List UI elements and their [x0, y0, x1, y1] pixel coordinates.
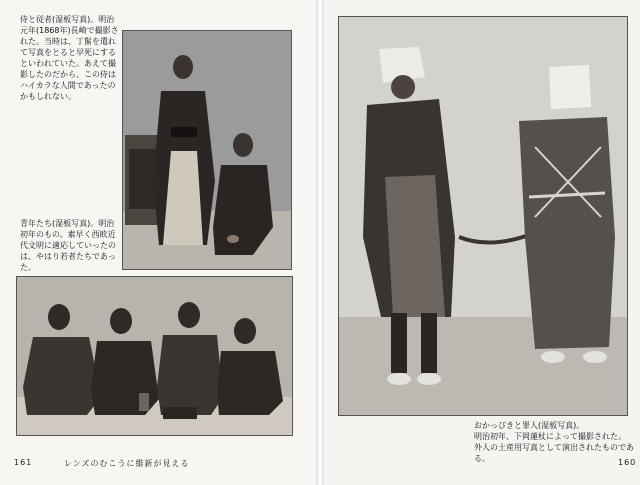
book-gutter — [316, 0, 324, 485]
photo-samurai-and-attendant — [122, 30, 292, 270]
photo-youths — [16, 276, 293, 436]
caption-okappiki-and-prisoner: おかっぴきと罪人(湿板写真)。 明治初年、下岡蓮杖によって撮影された。 外人の土産用写真として演出されたものである。 — [474, 421, 634, 463]
right-page — [324, 0, 640, 485]
photo-prisoner-illustration — [339, 17, 627, 415]
left-page — [0, 0, 316, 485]
page-number-right: 160 — [618, 458, 637, 467]
photo-youths-illustration — [17, 277, 292, 435]
running-title: レンズのむこうに維新が見える — [64, 459, 190, 468]
photo-okappiki-and-prisoner — [338, 16, 628, 416]
photo-samurai-illustration — [123, 31, 291, 269]
page-number-left: 161 — [14, 458, 33, 467]
caption-samurai-and-attendant: 侍と従者(湿板写真)。明治 元年(1868年)長崎で撮影さ れた。当時は、丁髷を遣れ て写真をとると早死にする といわれていた。あえて撮 影したのだから、この侍は ハイカラな人間であったの かもしれない。 — [20, 15, 119, 101]
caption-youths: 青年たち(湿板写真)。明治 初年のもの。素早く西欧近 代文明に適応していったの は、やはり若者たちであっ た。 — [20, 219, 116, 272]
